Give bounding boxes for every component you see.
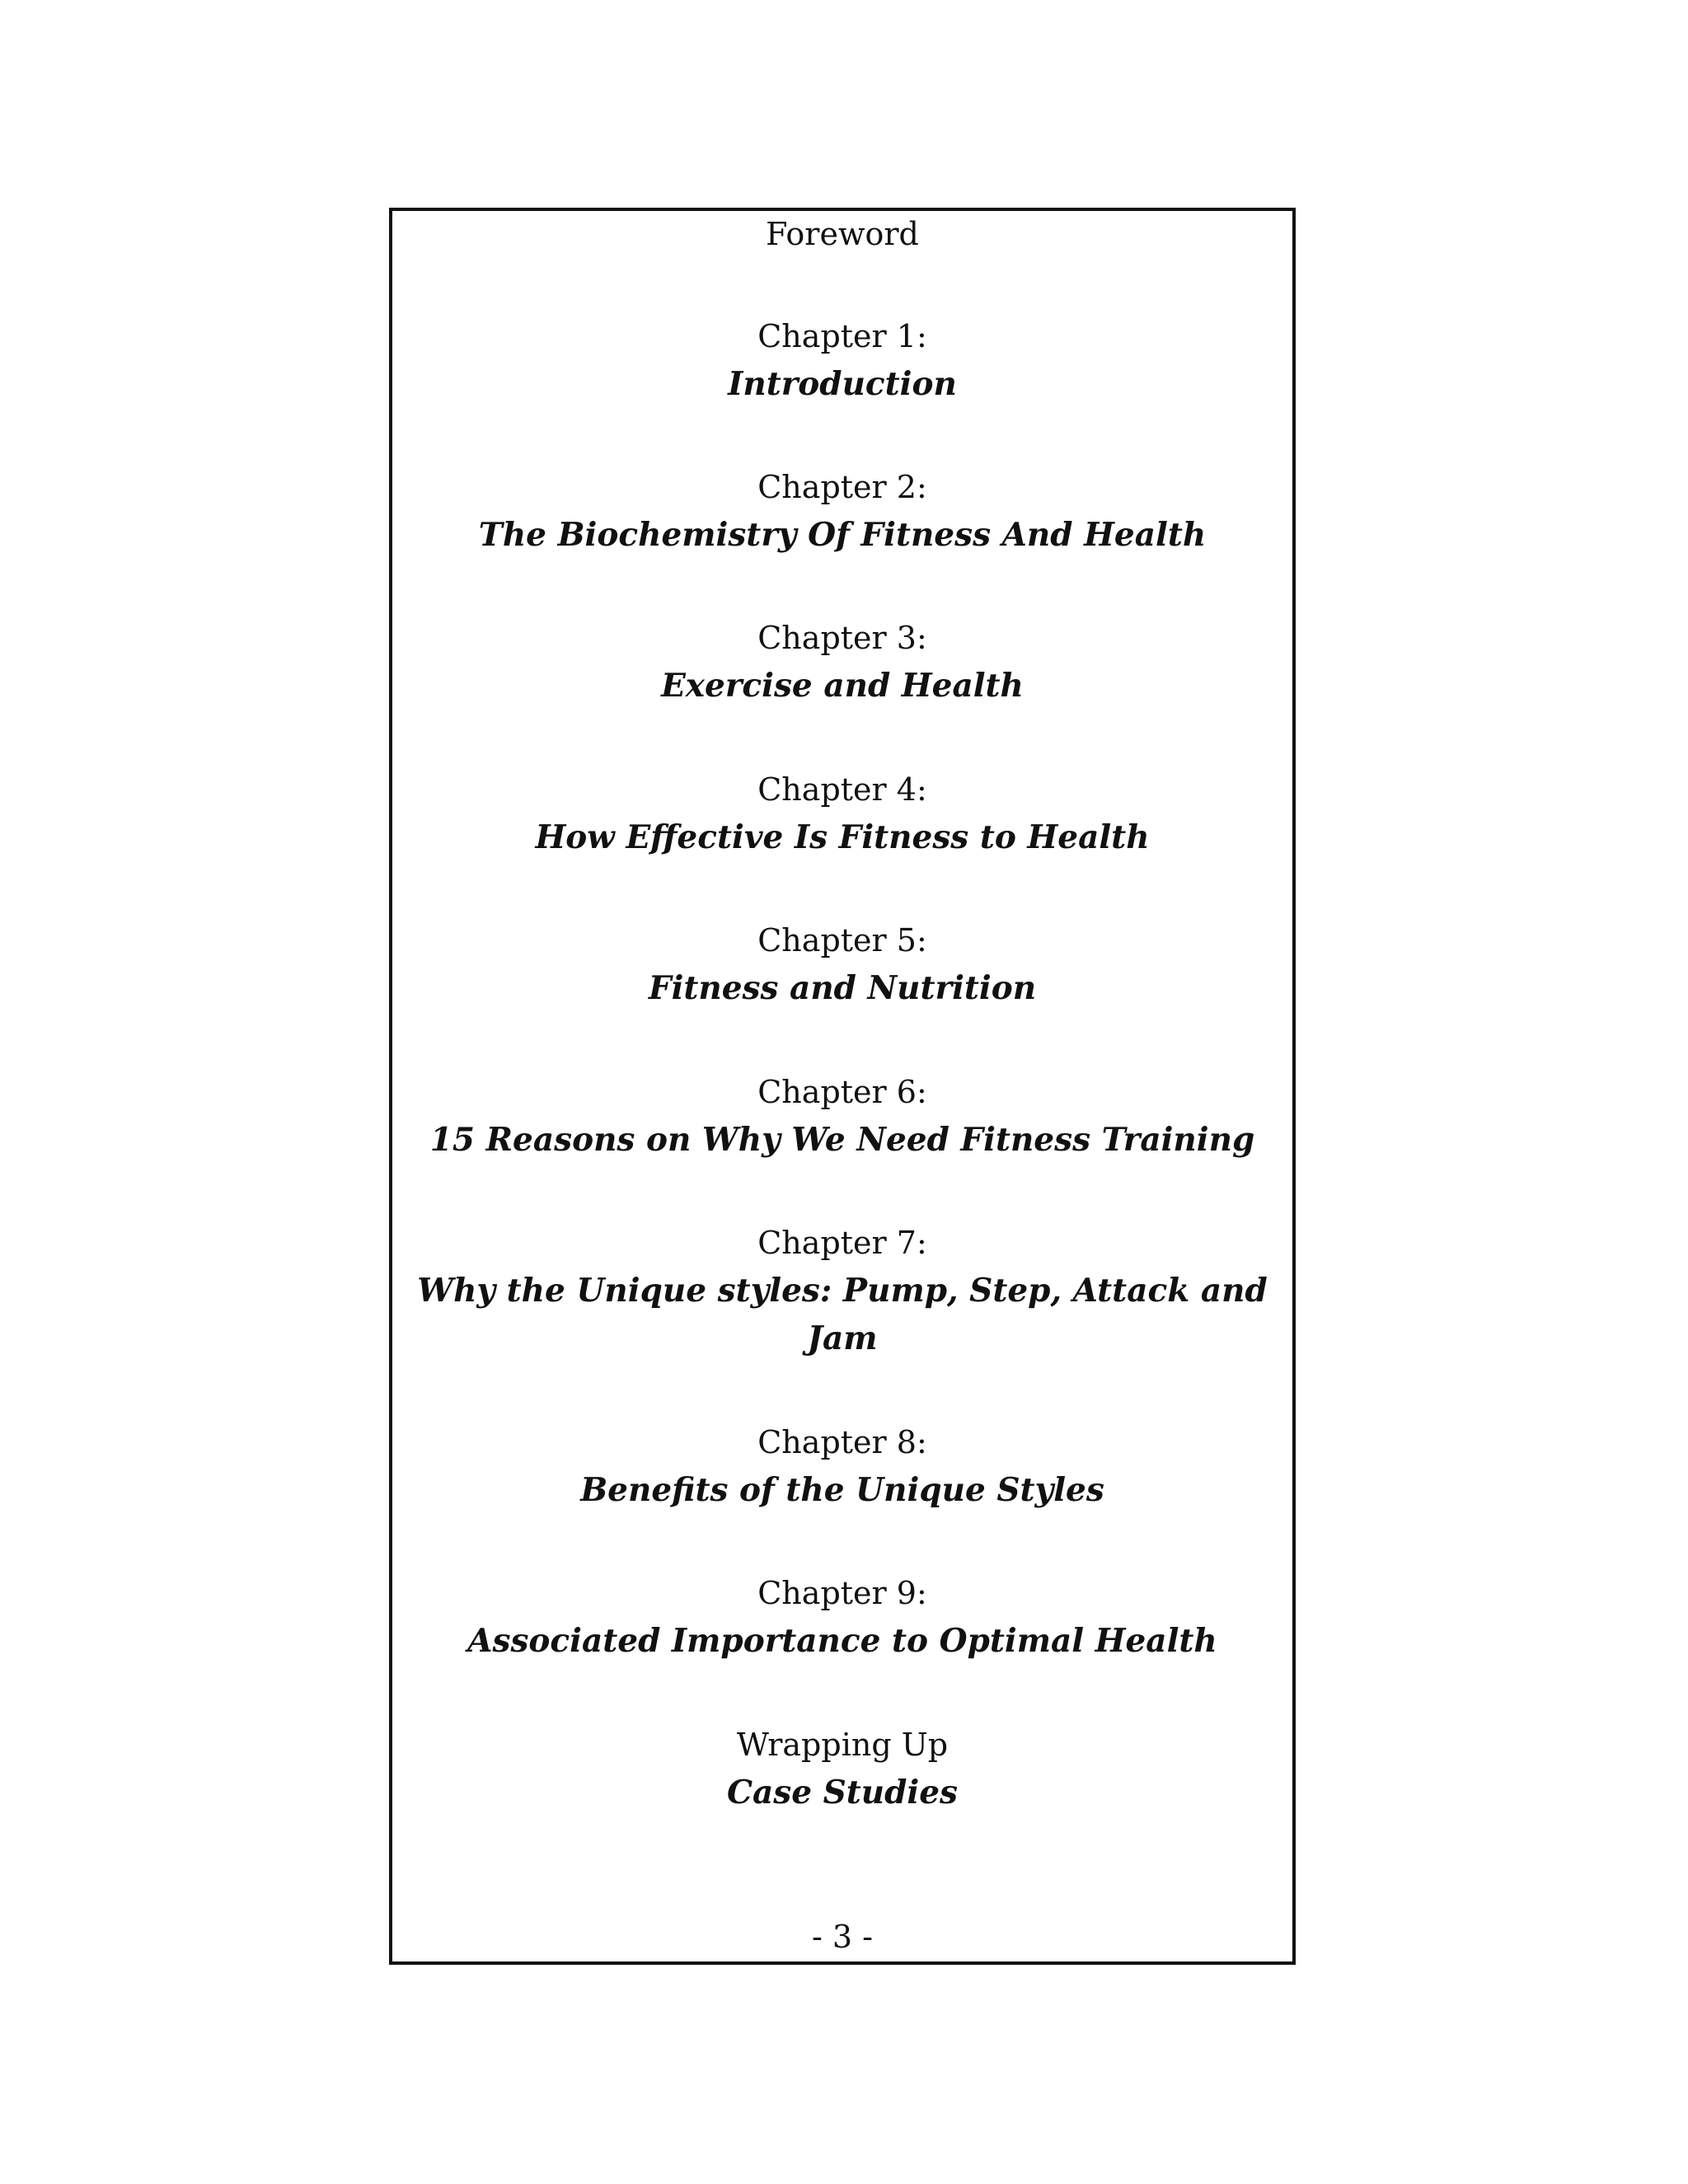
- chapter-3-label: Chapter 3:: [757, 620, 927, 656]
- chapter-5-label: Chapter 5:: [757, 922, 927, 958]
- wrapping-up-label: Wrapping Up: [736, 1727, 949, 1763]
- chapter-3-title: Exercise and Health: [661, 667, 1024, 705]
- chapter-2-label: Chapter 2:: [757, 469, 927, 505]
- wrapping-up-title: Case Studies: [726, 1774, 959, 1811]
- page-number: - 3 -: [811, 1919, 873, 1955]
- chapter-4-label: Chapter 4:: [757, 771, 927, 808]
- chapter-4-title: How Effective Is Fitness to Health: [535, 818, 1150, 856]
- chapter-6-label: Chapter 6:: [757, 1074, 927, 1110]
- chapter-8-title: Benefits of the Unique Styles: [580, 1471, 1104, 1509]
- chapter-5-title: Fitness and Nutrition: [648, 969, 1037, 1007]
- chapter-9-title: Associated Importance to Optimal Health: [467, 1622, 1217, 1660]
- foreword-label: Foreword: [766, 216, 919, 252]
- chapter-7-title-line-2: Jam: [807, 1319, 878, 1357]
- chapter-2-title: The Biochemistry Of Fitness And Health: [478, 516, 1207, 554]
- chapter-1-label: Chapter 1:: [757, 318, 927, 354]
- chapter-7-title-line-1: Why the Unique styles: Pump, Step, Attack and: [417, 1272, 1268, 1310]
- chapter-1-title: Introduction: [728, 365, 957, 403]
- chapter-8-label: Chapter 8:: [757, 1424, 927, 1460]
- chapter-9-label: Chapter 9:: [757, 1575, 927, 1611]
- chapter-7-label: Chapter 7:: [757, 1225, 927, 1261]
- chapter-6-title: 15 Reasons on Why We Need Fitness Training: [429, 1121, 1255, 1159]
- toc-frame: [389, 208, 1296, 1965]
